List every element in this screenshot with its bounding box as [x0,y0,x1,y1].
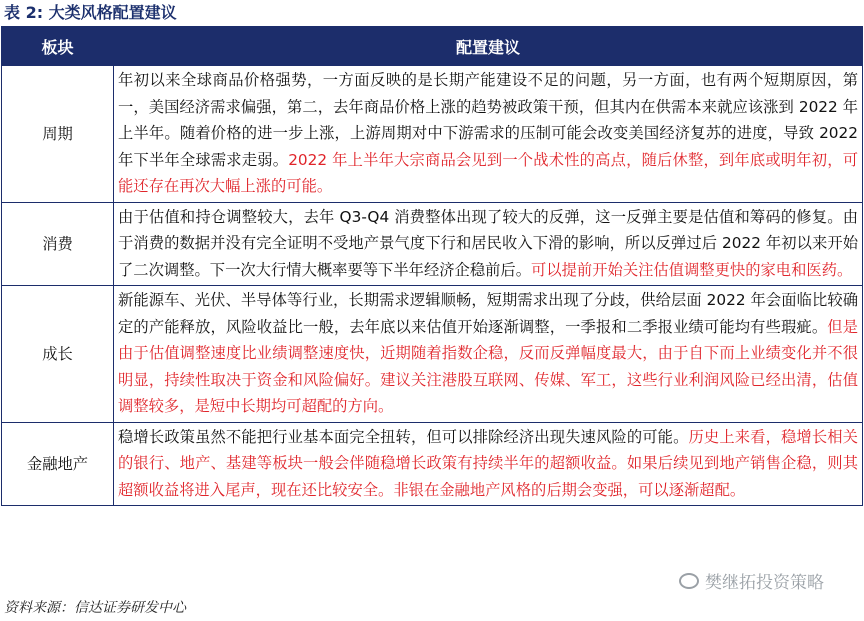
table-header-row [2,27,863,66]
table-title: 表 2: 大类风格配置建议 [4,3,177,22]
config-table [1,26,863,506]
sector-cell: 消费 [2,202,114,286]
table-row [2,422,863,506]
watermark [679,568,824,593]
advice-highlight: 2022 年上半年大宗商品会见到一个战术性的高点，随后休整，到年底或明年初，可能还存在再次大幅上涨的可能。 [118,150,858,195]
header-advice: 配置建议 [114,27,863,66]
advice-highlight: 历史上来看，稳增长相关的银行、地产、基建等板块一般会伴随稳增长政策有持续半年的超额收益。如果后续见到地产销售企稳，则其超额收益将进入尾声，现在还比较安全。非银在金融地产风格的后期会变强，可以逐渐超配。 [118,427,858,499]
header-sector: 板块 [2,27,114,66]
advice-highlight: 可以提前开始关注估值调整更快的家电和医药。 [531,260,853,279]
advice-cell [114,66,863,203]
sector-cell: 金融地产 [2,422,114,506]
sector-cell: 周期 [2,66,114,203]
advice-cell [114,286,863,423]
advice-cell [114,202,863,286]
sector-cell: 成长 [2,286,114,423]
advice-highlight: 但是由于估值调整速度比业绩调整速度快，近期随着指数企稳，反而反弹幅度最大，由于自下而上业绩变化并不很明显，持续性取决于资金和风险偏好。建议关注港股互联网、传媒、军工，这些行业利润风险已经出清，估值调整较多，是短中长期均可超配的方向。 [118,317,858,415]
table-row [2,66,863,203]
advice-text: 由于估值和持仓调整较大，去年 Q3-Q4 消费整体出现了较大的反弹，这一反弹主要是估值和筹码的修复。由于消费的数据并没有完全证明不受地产景气度下行和居民收入下滑的影响，所以反弹过后 2022 年初以来开始了二次调整。下一次大行情大概率要等下半年经济企稳前后。 [118,207,858,279]
watermark-text: 樊继拓投资策略 [705,573,824,593]
table-row [2,202,863,286]
advice-cell [114,422,863,506]
table-row [2,286,863,423]
advice-text: 年初以来全球商品价格强势，一方面反映的是长期产能建设不足的问题，另一方面，也有两个短期原因，第一，美国经济需求偏强，第二，去年商品价格上涨的趋势被政策干预，但其内在供需本来就应该涨到 2022 年上半年。随着价格的进一步上涨，上游周期对中下游需求的压制可能会改变美国经济复苏的进度，导致 2022 年下半年全球需求走弱。 [118,71,858,169]
advice-text: 稳增长政策虽然不能把行业基本面完全扭转，但可以排除经济出现失速风险的可能。 [118,427,689,446]
advice-text: 新能源车、光伏、半导体等行业，长期需求逻辑顺畅，短期需求出现了分歧，供给层面 2022 年会面临比较确定的产能释放，风险收益比一般，去年底以来估值开始逐渐调整，一季报和二季报业绩可能均有些瑕疵。 [118,291,858,336]
source-note: 资料来源：信达证券研发中心 [4,600,186,616]
wechat-icon [679,573,699,589]
